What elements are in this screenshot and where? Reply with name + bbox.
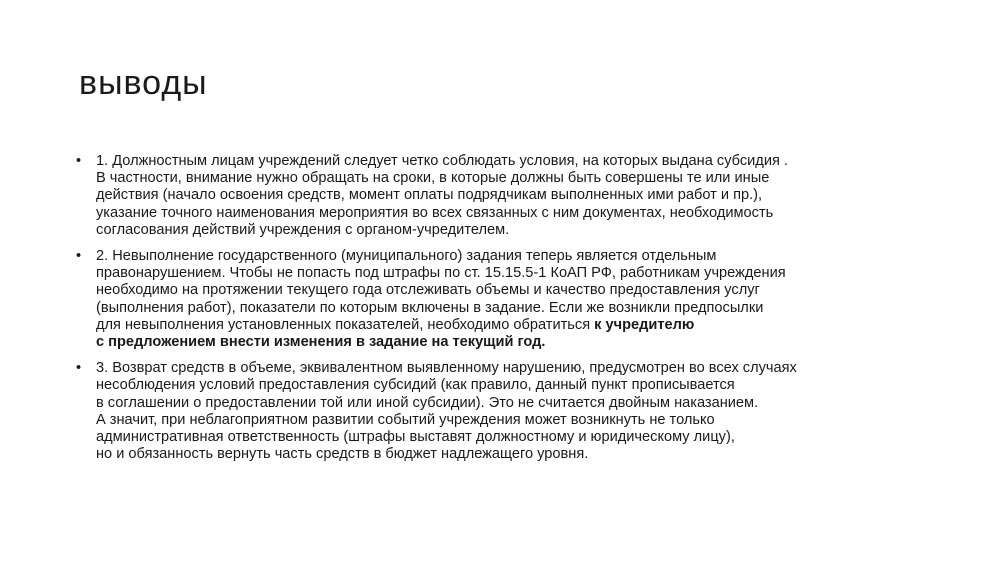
text-line: 1. Должностным лицам учреждений следует четко соблюдать условия, на которых выдана субсидия . bbox=[96, 153, 788, 169]
text-line: согласования действий учреждения с органом-учредителем. bbox=[96, 221, 510, 238]
text-line: но и обязанность вернуть часть средств в бюджет надлежащего уровня. bbox=[96, 446, 589, 463]
bold-text-line: с предложением внести изменения в задание на текущий год. bbox=[96, 334, 546, 351]
list-item bbox=[76, 153, 936, 239]
text-line: В частности, внимание нужно обращать на сроки, в которые должны быть совершены те или иные bbox=[96, 170, 770, 187]
text-fragment: для невыполнения установленных показателей, необходимо обратиться bbox=[96, 316, 595, 333]
text-line: (выполнения работ), показатели по которым включены в задание. Если же возникли предпосылки bbox=[96, 299, 764, 316]
list-item bbox=[76, 360, 936, 463]
text-line: 2. Невыполнение государственного (муниципального) задания теперь является отдельным bbox=[96, 248, 717, 265]
text-line: А значит, при неблагоприятном развитии событий учреждения может возникнуть не только bbox=[96, 411, 715, 428]
text-line: действия (начало освоения средств, момент оплаты подрядчикам выполненных ими работ и пр.), bbox=[96, 187, 763, 204]
text-line: 3. Возврат средств в объеме, эквивалентном выявленному нарушению, предусмотрен во всех случаях bbox=[96, 360, 797, 377]
bold-fragment: к учредителю bbox=[594, 316, 695, 333]
text-line: указание точного наименования мероприятия во всех связанных с ним документах, необходимость bbox=[96, 204, 774, 221]
text-line: необходимо на протяжении текущего года отслеживать объемы и качество предоставления услуг bbox=[96, 282, 760, 299]
bullet-icon: • bbox=[76, 360, 82, 377]
text-line-mixed bbox=[96, 317, 936, 334]
bullet-icon: • bbox=[76, 153, 82, 169]
conclusions-list bbox=[76, 153, 936, 472]
text-line: в соглашении о предоставлении той или иной субсидии). Это не считается двойным наказанием. bbox=[96, 394, 759, 411]
bullet-icon: • bbox=[76, 248, 82, 265]
text-line: административная ответственность (штрафы выставят должностному и юридическому лицу), bbox=[96, 429, 735, 446]
list-item bbox=[76, 248, 936, 351]
text-line: правонарушением. Чтобы не попасть под штрафы по ст. 15.15.5-1 КоАП РФ, работникам учреждения bbox=[96, 265, 786, 282]
slide-title: выводы bbox=[79, 64, 208, 102]
text-line: несоблюдения условий предоставления субсидий (как правило, данный пункт прописывается bbox=[96, 377, 735, 394]
